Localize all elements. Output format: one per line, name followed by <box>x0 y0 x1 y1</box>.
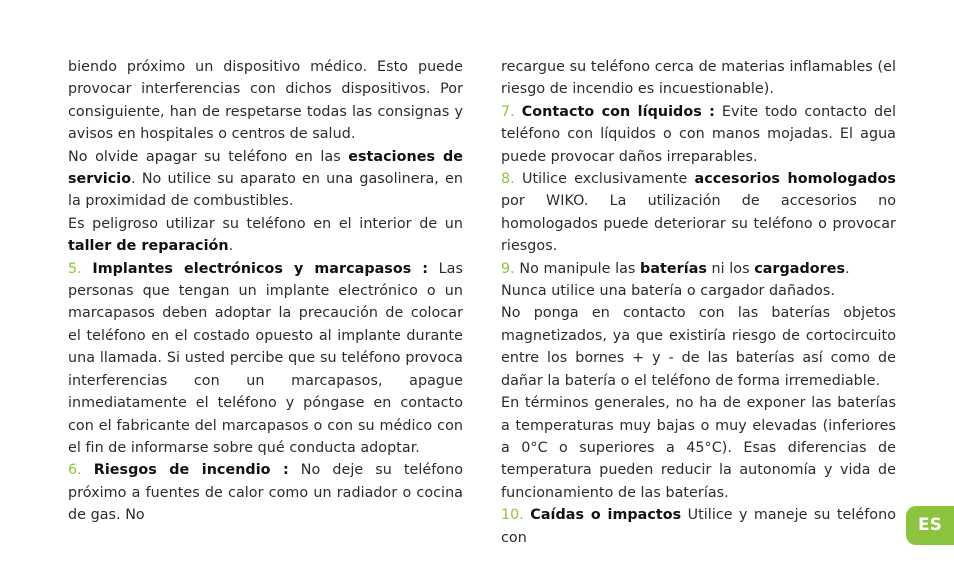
paragraph-service-stations <box>68 146 463 213</box>
text: . <box>228 238 234 255</box>
paragraph-medical-devices: biendo próximo un dispositivo médico. Esto puede provocar interferencias con dichos dispositivos. Por consiguiente, han de respetarse todas las consignas y avisos en hospitales o centros de salud. <box>68 59 463 143</box>
text: Es peligroso utilizar su teléfono en el interior de un <box>68 215 463 232</box>
item-number: 9. <box>501 260 515 277</box>
paragraph-damaged: Nunca utilice una batería o cargador dañados. <box>501 283 835 300</box>
emphasis-accessories: accesorios homologados <box>694 171 896 188</box>
item-10-drops <box>501 504 896 549</box>
item-5-implants <box>68 258 463 460</box>
item-8-accessories <box>501 168 896 258</box>
item-text: Las personas que tengan un implante electrónico o un marcapasos deben adoptar la precaución de colocar el teléfono en el costado opuesto al implante durante una llamada. Si usted percibe que su teléfono provoca interferencias con un marcapasos, apague inmediatamente el teléfono y póngase en contacto con el fabricante del marcapasos o con su médico con el fin de informarse sobre qué conducta adoptar. <box>68 260 463 456</box>
text: . <box>845 260 850 277</box>
language-tab: ES <box>906 506 954 545</box>
paragraph-flammable: recargue su teléfono cerca de materias inflamables (el riesgo de incendio es incuestionable). <box>501 59 896 98</box>
text: Utilice exclusivamente <box>514 171 695 188</box>
paragraph-magnetized: No ponga en contacto con las baterías objetos magnetizados, ya que existiría riesgo de cortocircuito entre los bornes + y - de las baterías así como de dañar la batería o el teléfono de forma irremediable. <box>501 305 896 389</box>
item-number: 6. <box>68 462 82 479</box>
item-6-fire <box>68 459 463 526</box>
item-number: 8. <box>501 171 515 188</box>
paragraph-repair-shop <box>68 213 463 258</box>
text: No olvide apagar su teléfono en las <box>68 148 349 165</box>
left-column <box>68 56 463 527</box>
item-title: Riesgos de incendio : <box>93 462 289 479</box>
emphasis-batteries: baterías <box>640 260 707 277</box>
emphasis-repair-shop: taller de reparación <box>68 238 229 255</box>
item-number: 5. <box>68 260 82 277</box>
text: . No utilice su aparato en una gasolinera, en la proximidad de combustibles. <box>68 171 463 210</box>
item-9-batteries <box>501 258 896 280</box>
emphasis-service-stations: estaciones de servicio <box>68 148 463 188</box>
text: ni los <box>706 260 755 277</box>
item-title: Caídas o impactos <box>530 507 682 524</box>
text: No manipule las <box>514 260 641 277</box>
text: por WIKO. La utilización de accesorios no homologados puede deteriorar su teléfono o provocar riesgos. <box>501 193 896 255</box>
item-text: Evite todo contacto del teléfono con líquidos o con manos mojadas. El agua puede provocar daños irreparables. <box>501 103 896 165</box>
item-number: 10. <box>501 507 524 524</box>
item-text: No deje su teléfono próximo a fuentes de calor como un radiador o cocina de gas. No <box>68 462 463 524</box>
emphasis-chargers: cargadores <box>754 260 846 277</box>
item-7-liquids <box>501 101 896 168</box>
right-column <box>501 56 896 549</box>
item-title: Contacto con líquidos : <box>521 103 715 120</box>
item-number: 7. <box>501 103 515 120</box>
item-title: Implantes electrónicos y marcapasos : <box>92 260 429 277</box>
paragraph-temperature: En términos generales, no ha de exponer las baterías a temperaturas muy bajas o muy elevadas (inferiores a 0°C o superiores a 45°C). Esas diferencias de temperatura pueden reducir la autonomía y vida de funcionamiento de las baterías. <box>501 395 896 501</box>
item-text: Utilice y maneje su teléfono con <box>501 507 896 546</box>
